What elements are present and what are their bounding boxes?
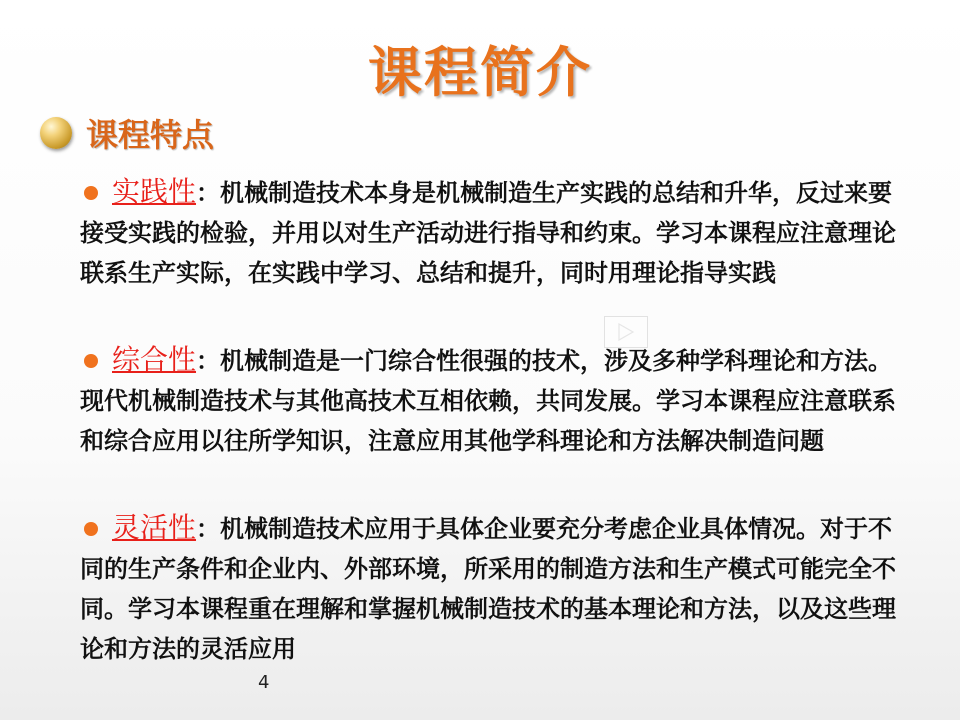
- section-heading: [40, 108, 214, 158]
- bullet-keyword: 灵活性: [112, 511, 197, 544]
- page-number: 4: [258, 672, 270, 693]
- orange-dot-icon: [84, 354, 98, 368]
- orange-dot-icon: [84, 186, 98, 200]
- bullet-colon: ：: [196, 347, 221, 375]
- bullet-practicality: [80, 172, 910, 293]
- bullet-keyword: 实践性: [112, 175, 197, 208]
- bullet-comprehensiveness: [80, 340, 910, 461]
- slide-title: 课程简介: [368, 41, 592, 104]
- bullet-text: 机械制造是一门综合性很强的技术，涉及多种学科理论和方法。现代机械制造技术与其他高技术互相依赖，共同发展。学习本课程应注意联系和综合应用以往所学知识，注意应用其他学科理论和方法解决制造问题: [80, 347, 896, 455]
- bullet-keyword: 综合性: [112, 343, 197, 376]
- bullet-colon: ：: [196, 515, 221, 543]
- section-label: 课程特点: [86, 116, 215, 154]
- golden-orb-icon: [40, 117, 72, 149]
- play-icon: [617, 323, 635, 341]
- orange-dot-icon: [84, 522, 98, 536]
- bullet-colon: ：: [196, 179, 221, 207]
- bullet-text: 机械制造技术本身是机械制造生产实践的总结和升华，反过来要接受实践的检验，并用以对生产活动进行指导和约束。学习本课程应注意理论联系生产实际，在实践中学习、总结和提升，同时用理论指导实践: [80, 179, 896, 287]
- bullet-flexibility: [80, 508, 910, 669]
- media-play-button[interactable]: [604, 316, 648, 348]
- bullet-text: 机械制造技术应用于具体企业要充分考虑企业具体情况。对于不同的生产条件和企业内、外部环境，所采用的制造方法和生产模式可能完全不同。学习本课程重在理解和掌握机械制造技术的基本理论和方法，以及这些理论和方法的灵活应用: [80, 515, 896, 663]
